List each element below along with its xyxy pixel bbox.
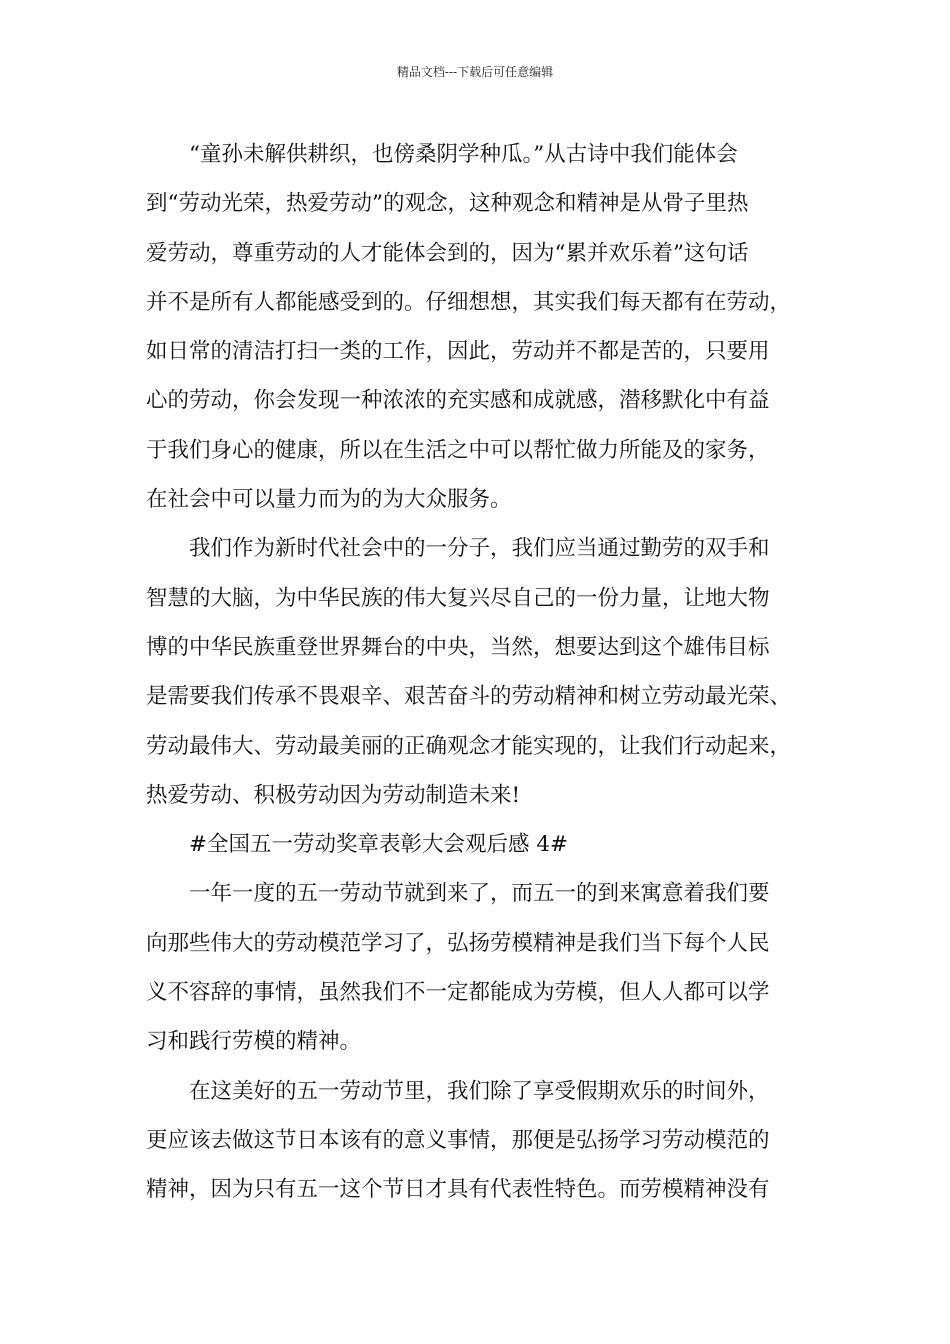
text-line: 是需要我们传承不畏艰辛、艰苦奋斗的劳动精神和树立劳动最光荣、 — [146, 684, 792, 710]
paragraph-1 — [146, 130, 836, 524]
page-header: 精品文档---下载后可任意编辑 — [396, 65, 554, 79]
paragraph-2 — [146, 524, 836, 820]
text-line: “童孙未解供耕织，也傍桑阴学种瓜。”从古诗中我们能体会 — [189, 142, 738, 167]
heading-line: #全国五一劳动奖章表彰大会观后感 4# — [189, 832, 569, 858]
text-line: 劳动最伟大、劳动最美丽的正确观念才能实现的，让我们行动起来， — [146, 733, 792, 759]
text-line: 并不是所有人都能感受到的。仔细想想，其实我们每天都有在劳动， — [146, 289, 792, 315]
text-line: 我们作为新时代社会中的一分子，我们应当通过勤劳的双手和 — [189, 536, 770, 562]
text-line: 向那些伟大的劳动模范学习了，弘扬劳模精神是我们当下每个人民 — [146, 930, 770, 956]
text-line: 义不容辞的事情，虽然我们不一定都能成为劳模，但人人都可以学 — [146, 980, 770, 1006]
text-line: 热爱劳动、积极劳动因为劳动制造未来! — [146, 782, 521, 808]
text-line: 到“劳动光荣，热爱劳动”的观念，这种观念和精神是从骨子里热 — [146, 191, 749, 217]
section-heading — [146, 820, 836, 869]
text-line: 精神，因为只有五一这个节日才具有代表性特色。而劳模精神没有 — [146, 1177, 770, 1203]
text-line: 于我们身心的健康，所以在生活之中可以帮忙做力所能及的家务， — [146, 437, 770, 463]
text-line: 在社会中可以量力而为的为大众服务。 — [146, 487, 512, 513]
text-line: 习和践行劳模的精神。 — [146, 1029, 362, 1055]
paragraph-4 — [146, 1067, 836, 1215]
text-line: 一年一度的五一劳动节就到来了，而五一的到来寓意着我们要 — [189, 881, 770, 907]
text-line: 智慧的大脑，为中华民族的伟大复兴尽自己的一份力量，让地大物 — [146, 585, 770, 611]
paragraph-3 — [146, 869, 836, 1066]
text-line: 博的中华民族重登世界舞台的中央，当然，想要达到这个雄伟目标 — [146, 634, 770, 660]
text-line: 爱劳动，尊重劳动的人才能体会到的，因为“累并欢乐着”这句话 — [146, 240, 749, 266]
document-body — [146, 130, 836, 1215]
text-line: 如日常的清洁打扫一类的工作，因此，劳动并不都是苦的，只要用 — [146, 339, 770, 365]
text-line: 更应该去做这节日本该有的意义事情，那便是弘扬学习劳动模范的 — [146, 1127, 770, 1153]
text-line: 心的劳动，你会发现一种浓浓的充实感和成就感，潜移默化中有益 — [146, 388, 770, 414]
text-line: 在这美好的五一劳动节里，我们除了享受假期欢乐的时间外， — [189, 1078, 770, 1104]
